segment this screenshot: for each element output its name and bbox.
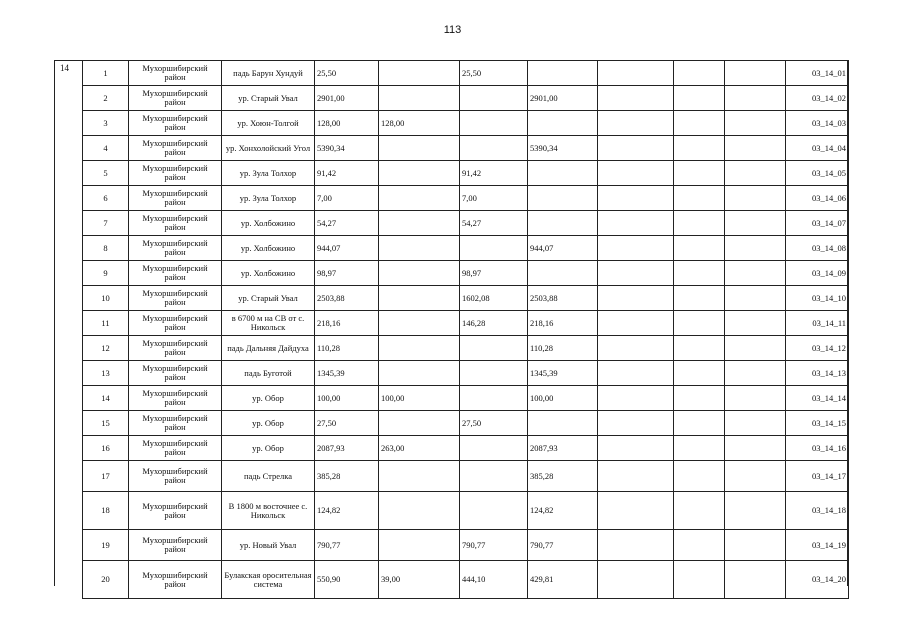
area-col-3-cell (528, 161, 598, 186)
district-cell: Мухоршибирский район (129, 361, 222, 386)
area-col-6-cell (725, 436, 786, 461)
table-row (83, 286, 849, 311)
area-total-cell: 550,90 (315, 561, 379, 599)
area-col-6-cell (725, 286, 786, 311)
area-col-5-cell (674, 236, 725, 261)
place-cell: падь Буготой (222, 361, 315, 386)
area-col-5-cell (674, 530, 725, 561)
area-col-6-cell (725, 61, 786, 86)
area-total-cell: 128,00 (315, 111, 379, 136)
area-col-6-cell (725, 311, 786, 336)
place-cell: ур. Обор (222, 436, 315, 461)
area-total-cell: 100,00 (315, 386, 379, 411)
object-code-cell: 03_14_10 (786, 286, 849, 311)
area-col-5-cell (674, 136, 725, 161)
area-col-3-cell: 385,28 (528, 461, 598, 492)
place-cell: ур. Обор (222, 411, 315, 436)
area-col-4-cell (598, 86, 674, 111)
district-cell: Мухоршибирский район (129, 261, 222, 286)
area-col-2-cell (460, 461, 528, 492)
area-col-2-cell (460, 386, 528, 411)
area-col-3-cell: 2901,00 (528, 86, 598, 111)
row-number: 13 (83, 361, 129, 386)
area-col-2-cell (460, 336, 528, 361)
area-col-3-cell (528, 411, 598, 436)
area-col-2-cell: 146,28 (460, 311, 528, 336)
area-col-1-cell (379, 186, 460, 211)
area-col-5-cell (674, 61, 725, 86)
area-col-6-cell (725, 186, 786, 211)
row-number: 15 (83, 411, 129, 436)
place-cell: ур. Обор (222, 386, 315, 411)
row-number: 2 (83, 86, 129, 111)
row-number: 16 (83, 436, 129, 461)
area-col-4-cell (598, 186, 674, 211)
object-code-cell: 03_14_07 (786, 211, 849, 236)
area-total-cell: 91,42 (315, 161, 379, 186)
table-row (83, 61, 849, 86)
area-col-5-cell (674, 161, 725, 186)
place-cell: ур. Старый Увал (222, 86, 315, 111)
area-total-cell: 1345,39 (315, 361, 379, 386)
area-total-cell: 54,27 (315, 211, 379, 236)
area-col-1-cell (379, 211, 460, 236)
table-row (83, 236, 849, 261)
area-total-cell: 2503,88 (315, 286, 379, 311)
area-col-6-cell (725, 461, 786, 492)
area-col-2-cell: 54,27 (460, 211, 528, 236)
place-cell: падь Дальняя Дайдуха (222, 336, 315, 361)
table-row (83, 361, 849, 386)
district-cell: Мухоршибирский район (129, 186, 222, 211)
object-code-cell: 03_14_08 (786, 236, 849, 261)
land-registry-table (82, 60, 849, 599)
area-col-3-cell: 218,16 (528, 311, 598, 336)
object-code-cell: 03_14_12 (786, 336, 849, 361)
district-cell: Мухоршибирский район (129, 436, 222, 461)
area-col-2-cell: 25,50 (460, 61, 528, 86)
area-col-4-cell (598, 411, 674, 436)
area-col-6-cell (725, 530, 786, 561)
table-row (83, 411, 849, 436)
area-col-2-cell (460, 492, 528, 530)
area-total-cell: 110,28 (315, 336, 379, 361)
area-col-3-cell: 5390,34 (528, 136, 598, 161)
object-code-cell: 03_14_03 (786, 111, 849, 136)
place-cell: ур. Холбожино (222, 211, 315, 236)
area-col-2-cell: 790,77 (460, 530, 528, 561)
table-row (83, 336, 849, 361)
area-col-3-cell: 100,00 (528, 386, 598, 411)
area-col-1-cell (379, 86, 460, 111)
row-number: 11 (83, 311, 129, 336)
area-col-1-cell: 263,00 (379, 436, 460, 461)
area-col-5-cell (674, 261, 725, 286)
place-cell: ур. Холбожино (222, 261, 315, 286)
area-col-5-cell (674, 286, 725, 311)
place-cell: ур. Старый Увал (222, 286, 315, 311)
area-col-1-cell (379, 311, 460, 336)
area-col-5-cell (674, 436, 725, 461)
area-col-1-cell (379, 530, 460, 561)
object-code-cell: 03_14_13 (786, 361, 849, 386)
row-number: 19 (83, 530, 129, 561)
district-cell: Мухоршибирский район (129, 86, 222, 111)
row-number: 8 (83, 236, 129, 261)
row-number: 10 (83, 286, 129, 311)
district-cell: Мухоршибирский район (129, 61, 222, 86)
table-row (83, 211, 849, 236)
place-cell: ур. Холбожино (222, 236, 315, 261)
area-col-3-cell: 124,82 (528, 492, 598, 530)
area-col-1-cell (379, 361, 460, 386)
area-col-6-cell (725, 261, 786, 286)
district-cell: Мухоршибирский район (129, 111, 222, 136)
area-col-4-cell (598, 530, 674, 561)
area-col-3-cell: 2087,93 (528, 436, 598, 461)
area-col-2-cell (460, 361, 528, 386)
area-col-3-cell: 429,81 (528, 561, 598, 599)
area-total-cell: 98,97 (315, 261, 379, 286)
object-code-cell: 03_14_05 (786, 161, 849, 186)
page-number: 113 (443, 24, 462, 36)
district-cell: Мухоршибирский район (129, 136, 222, 161)
area-col-2-cell: 444,10 (460, 561, 528, 599)
district-cell: Мухоршибирский район (129, 461, 222, 492)
area-col-4-cell (598, 386, 674, 411)
area-col-1-cell: 39,00 (379, 561, 460, 599)
object-code-cell: 03_14_17 (786, 461, 849, 492)
place-cell: ур. Зула Толхор (222, 186, 315, 211)
table-row (83, 186, 849, 211)
area-col-4-cell (598, 336, 674, 361)
area-col-5-cell (674, 111, 725, 136)
district-cell: Мухоршибирский район (129, 336, 222, 361)
row-number: 17 (83, 461, 129, 492)
area-col-5-cell (674, 86, 725, 111)
area-col-4-cell (598, 311, 674, 336)
object-code-cell: 03_14_02 (786, 86, 849, 111)
area-col-6-cell (725, 386, 786, 411)
object-code-cell: 03_14_19 (786, 530, 849, 561)
area-col-5-cell (674, 411, 725, 436)
table-row (83, 436, 849, 461)
district-cell: Мухоршибирский район (129, 561, 222, 599)
object-code-cell: 03_14_16 (786, 436, 849, 461)
area-col-3-cell: 110,28 (528, 336, 598, 361)
object-code-cell: 03_14_11 (786, 311, 849, 336)
place-cell: ур. Новый Увал (222, 530, 315, 561)
area-col-4-cell (598, 261, 674, 286)
district-cell: Мухоршибирский район (129, 492, 222, 530)
table-row (83, 261, 849, 286)
area-col-4-cell (598, 136, 674, 161)
district-cell: Мухоршибирский район (129, 286, 222, 311)
area-col-6-cell (725, 136, 786, 161)
row-number: 6 (83, 186, 129, 211)
area-col-1-cell: 128,00 (379, 111, 460, 136)
area-col-4-cell (598, 361, 674, 386)
area-col-1-cell (379, 61, 460, 86)
object-code-cell: 03_14_01 (786, 61, 849, 86)
row-number: 4 (83, 136, 129, 161)
area-col-4-cell (598, 436, 674, 461)
district-cell: Мухоршибирский район (129, 530, 222, 561)
area-col-5-cell (674, 561, 725, 599)
area-col-5-cell (674, 311, 725, 336)
object-code-cell: 03_14_04 (786, 136, 849, 161)
row-number: 20 (83, 561, 129, 599)
area-col-1-cell (379, 261, 460, 286)
place-cell: падь Барун Хундуй (222, 61, 315, 86)
area-total-cell: 27,50 (315, 411, 379, 436)
area-total-cell: 25,50 (315, 61, 379, 86)
area-col-5-cell (674, 461, 725, 492)
area-col-3-cell (528, 61, 598, 86)
area-col-1-cell: 100,00 (379, 386, 460, 411)
area-col-5-cell (674, 336, 725, 361)
table-row (83, 530, 849, 561)
area-col-1-cell (379, 236, 460, 261)
group-column (54, 60, 83, 586)
area-col-3-cell (528, 111, 598, 136)
row-number: 12 (83, 336, 129, 361)
area-col-4-cell (598, 236, 674, 261)
area-col-3-cell: 1345,39 (528, 361, 598, 386)
area-total-cell: 2087,93 (315, 436, 379, 461)
area-col-2-cell (460, 111, 528, 136)
district-cell: Мухоршибирский район (129, 311, 222, 336)
area-col-2-cell: 91,42 (460, 161, 528, 186)
table-row (83, 492, 849, 530)
row-number: 7 (83, 211, 129, 236)
area-col-2-cell: 27,50 (460, 411, 528, 436)
area-col-6-cell (725, 336, 786, 361)
area-col-1-cell (379, 492, 460, 530)
area-col-2-cell (460, 436, 528, 461)
area-total-cell: 218,16 (315, 311, 379, 336)
area-col-1-cell (379, 136, 460, 161)
object-code-cell: 03_14_06 (786, 186, 849, 211)
area-col-4-cell (598, 286, 674, 311)
area-col-2-cell (460, 86, 528, 111)
object-code-cell: 03_14_20 (786, 561, 849, 599)
area-col-4-cell (598, 211, 674, 236)
place-cell: ур. Хонхолойский Угол (222, 136, 315, 161)
area-col-2-cell: 98,97 (460, 261, 528, 286)
area-total-cell: 385,28 (315, 461, 379, 492)
area-col-4-cell (598, 561, 674, 599)
area-col-3-cell (528, 186, 598, 211)
object-code-cell: 03_14_14 (786, 386, 849, 411)
row-number: 18 (83, 492, 129, 530)
place-cell: Булакская оросительная система (222, 561, 315, 599)
district-cell: Мухоршибирский район (129, 211, 222, 236)
district-cell: Мухоршибирский район (129, 236, 222, 261)
area-col-6-cell (725, 211, 786, 236)
place-cell: В 1800 м восточнее с. Никольск (222, 492, 315, 530)
area-col-4-cell (598, 492, 674, 530)
object-code-cell: 03_14_15 (786, 411, 849, 436)
area-col-4-cell (598, 161, 674, 186)
table-row (83, 86, 849, 111)
area-col-6-cell (725, 161, 786, 186)
place-cell: в 6700 м на СВ от с. Никольск (222, 311, 315, 336)
area-total-cell: 7,00 (315, 186, 379, 211)
area-col-6-cell (725, 561, 786, 599)
table-row (83, 136, 849, 161)
row-number: 1 (83, 61, 129, 86)
area-col-6-cell (725, 492, 786, 530)
area-col-5-cell (674, 186, 725, 211)
place-cell: ур. Зула Толхор (222, 161, 315, 186)
area-col-6-cell (725, 111, 786, 136)
area-total-cell: 2901,00 (315, 86, 379, 111)
table-row (83, 561, 849, 599)
table-row (83, 111, 849, 136)
table-row (83, 461, 849, 492)
area-col-3-cell (528, 261, 598, 286)
area-col-1-cell (379, 286, 460, 311)
area-col-5-cell (674, 492, 725, 530)
area-col-1-cell (379, 411, 460, 436)
area-col-1-cell (379, 161, 460, 186)
object-code-cell: 03_14_09 (786, 261, 849, 286)
district-cell: Мухоршибирский район (129, 161, 222, 186)
area-col-3-cell: 790,77 (528, 530, 598, 561)
area-col-2-cell: 1602,08 (460, 286, 528, 311)
area-col-6-cell (725, 411, 786, 436)
table-row (83, 311, 849, 336)
place-cell: падь Стрелка (222, 461, 315, 492)
row-number: 14 (83, 386, 129, 411)
area-col-3-cell: 944,07 (528, 236, 598, 261)
district-cell: Мухоршибирский район (129, 411, 222, 436)
group-number: 14 (60, 63, 69, 73)
area-col-3-cell: 2503,88 (528, 286, 598, 311)
area-col-6-cell (725, 86, 786, 111)
area-col-6-cell (725, 361, 786, 386)
area-col-4-cell (598, 61, 674, 86)
area-col-1-cell (379, 336, 460, 361)
row-number: 5 (83, 161, 129, 186)
area-col-2-cell (460, 136, 528, 161)
area-col-3-cell (528, 211, 598, 236)
area-col-2-cell: 7,00 (460, 186, 528, 211)
area-total-cell: 944,07 (315, 236, 379, 261)
area-total-cell: 790,77 (315, 530, 379, 561)
place-cell: ур. Хоюн-Толгой (222, 111, 315, 136)
object-code-cell: 03_14_18 (786, 492, 849, 530)
table-row (83, 386, 849, 411)
area-col-4-cell (598, 111, 674, 136)
area-total-cell: 124,82 (315, 492, 379, 530)
row-number: 3 (83, 111, 129, 136)
area-col-5-cell (674, 361, 725, 386)
table-row (83, 161, 849, 186)
area-col-6-cell (725, 236, 786, 261)
area-total-cell: 5390,34 (315, 136, 379, 161)
area-col-1-cell (379, 461, 460, 492)
area-col-5-cell (674, 386, 725, 411)
table-body (83, 61, 849, 599)
row-number: 9 (83, 261, 129, 286)
district-cell: Мухоршибирский район (129, 386, 222, 411)
area-col-5-cell (674, 211, 725, 236)
area-col-4-cell (598, 461, 674, 492)
area-col-2-cell (460, 236, 528, 261)
